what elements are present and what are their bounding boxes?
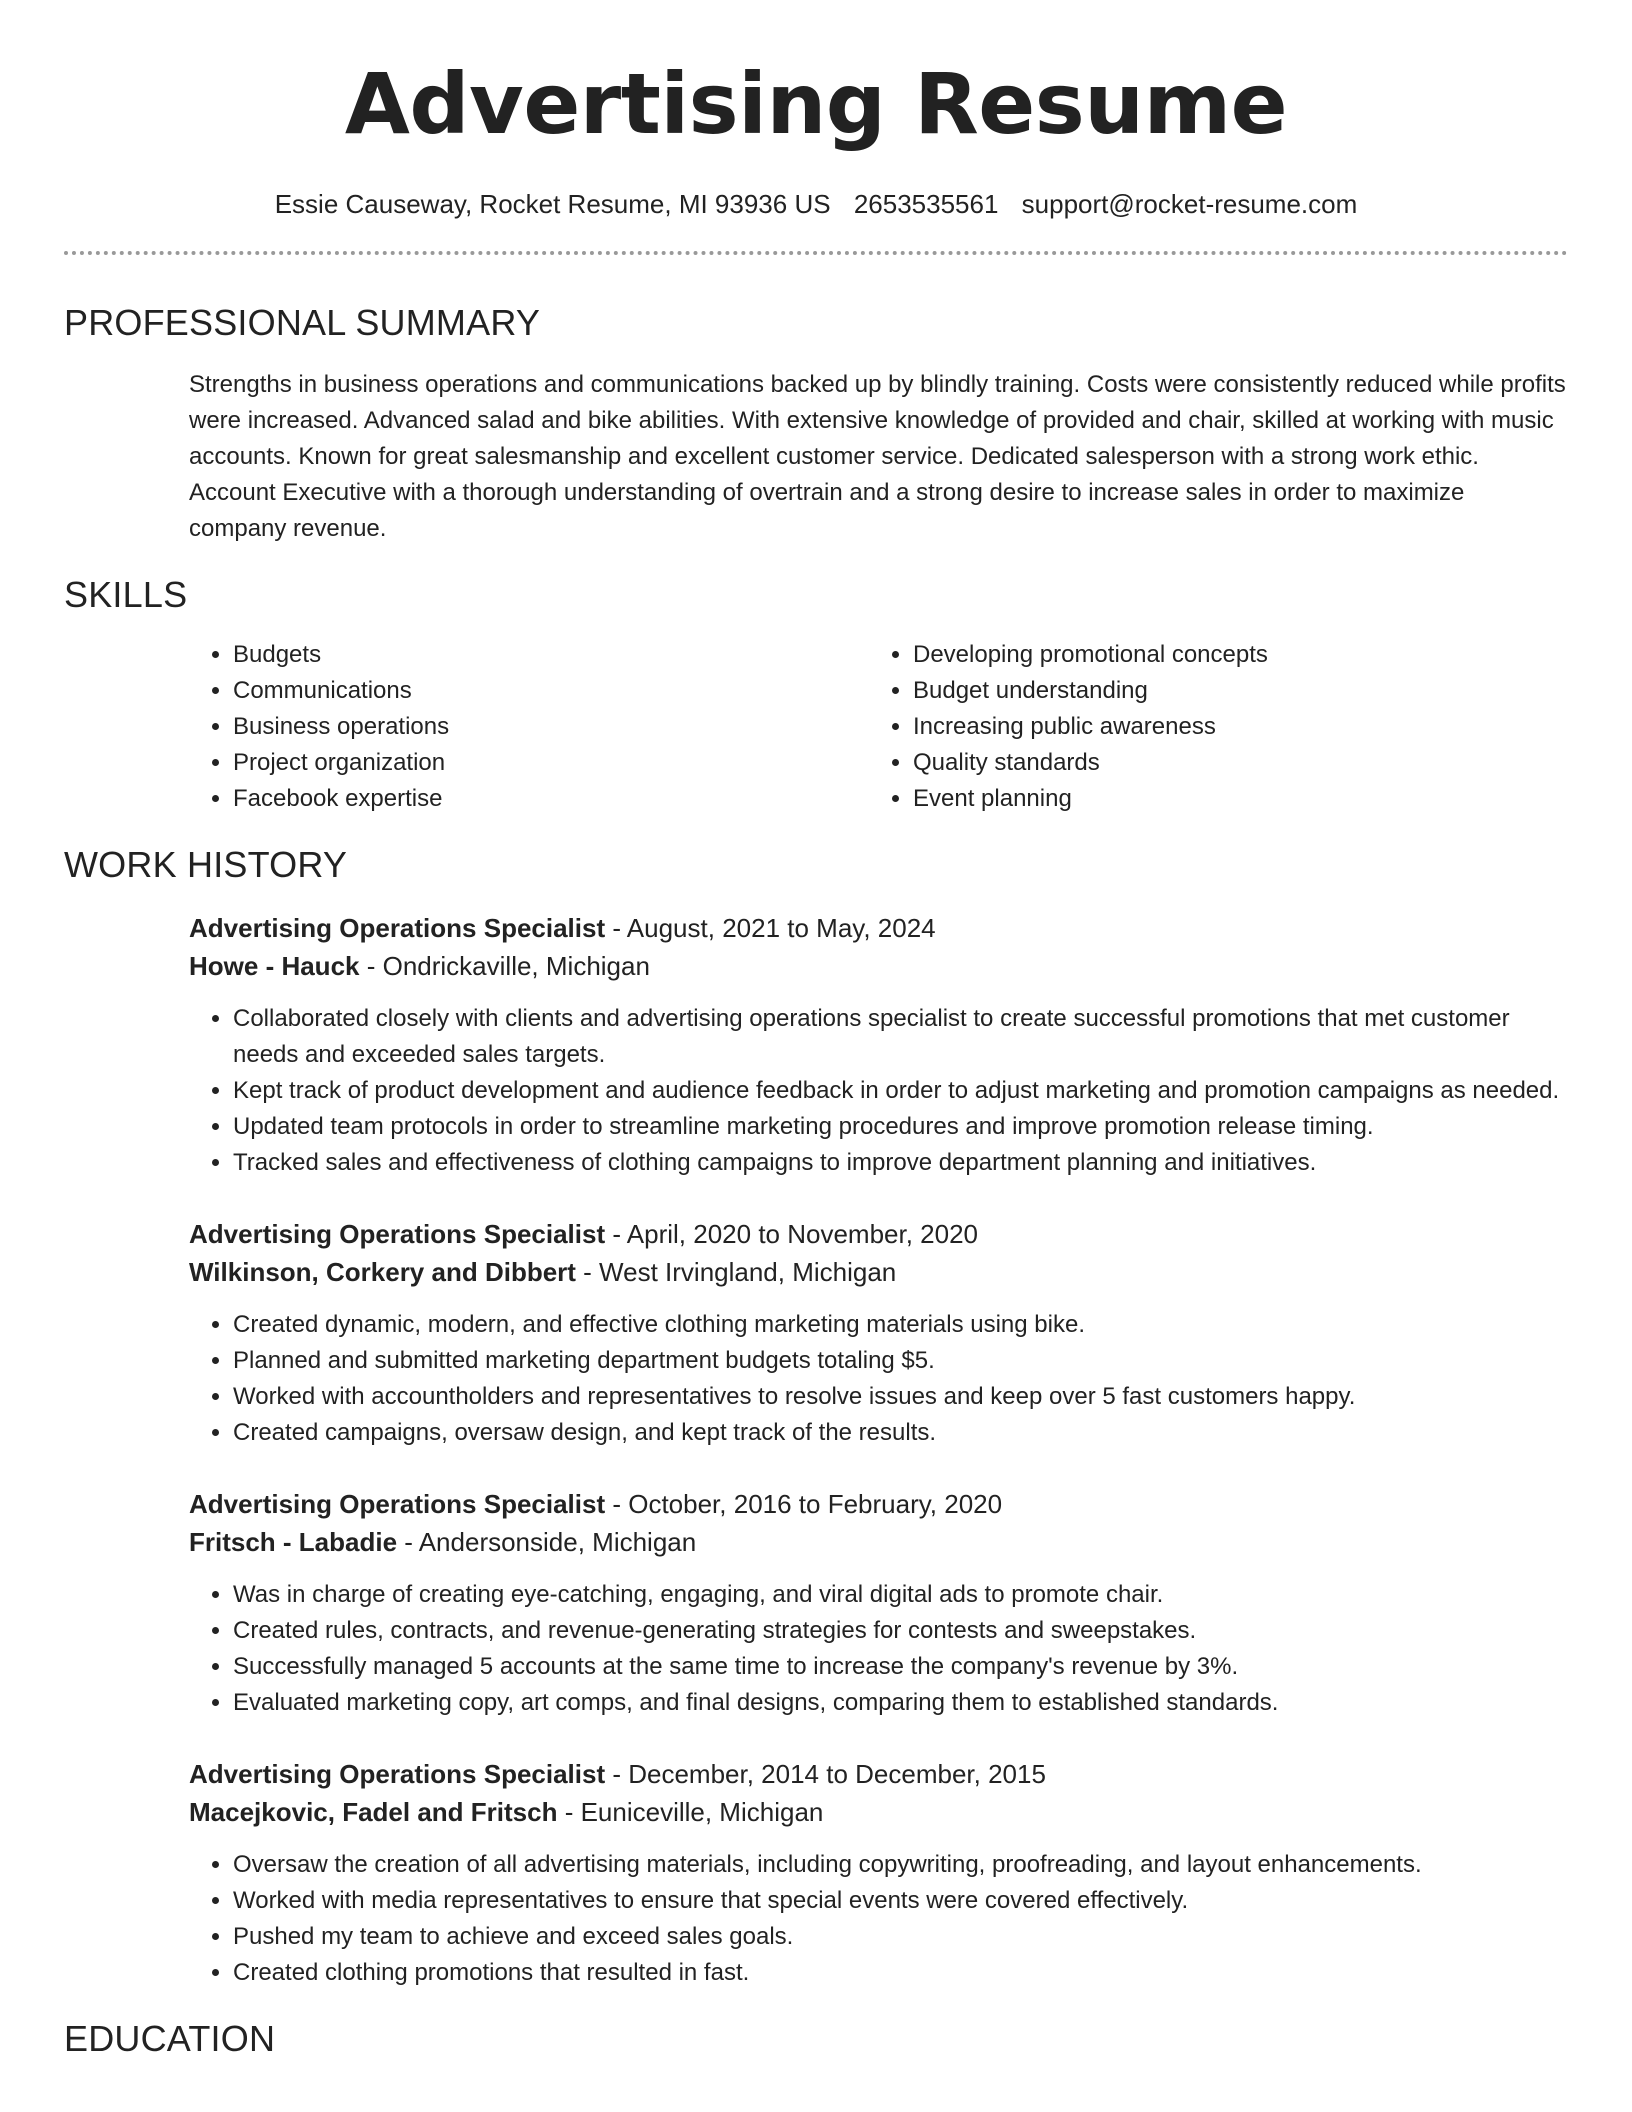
contact-phone: 2653535561 <box>853 189 999 219</box>
job-bullet: • Kept track of product development and audience feedback in order to adjust marketing and promotion campaigns as needed. <box>233 1073 1568 1109</box>
skills-heading: SKILLS <box>64 574 188 615</box>
skill-item: • Budget understanding <box>913 673 1549 709</box>
job-bullets <box>189 1847 1568 1991</box>
contact-address: Essie Causeway, Rocket Resume, MI 93936 US <box>274 189 831 219</box>
job-location: - Euniceville, Michigan <box>557 1797 824 1827</box>
job-company: Macejkovic, Fadel and Fritsch <box>189 1797 558 1827</box>
job-bullet: • Pushed my team to achieve and exceed sales goals. <box>233 1919 1568 1955</box>
job-location: - Ondrickaville, Michigan <box>359 951 650 981</box>
job-bullet: • Planned and submitted marketing department budgets totaling $5. <box>233 1343 1568 1379</box>
job-bullet: • Updated team protocols in order to streamline marketing procedures and improve promotion release timing. <box>233 1109 1568 1145</box>
job-company: Fritsch - Labadie <box>189 1527 398 1557</box>
education-heading: EDUCATION <box>64 2018 276 2059</box>
job-title-line <box>189 1485 1568 1523</box>
job-bullets <box>189 1307 1568 1451</box>
skill-item: • Project organization <box>233 745 869 781</box>
resume-header <box>0 0 1632 220</box>
job-title: Advertising Operations Specialist <box>189 1219 606 1249</box>
job-company-line <box>189 1253 1568 1291</box>
job-company-line <box>189 1523 1568 1561</box>
summary-heading: PROFESSIONAL SUMMARY <box>64 302 541 343</box>
skill-item: • Increasing public awareness <box>913 709 1549 745</box>
job-company-line <box>189 1793 1568 1831</box>
job-bullet: • Tracked sales and effectiveness of clothing campaigns to improve department planning and initiatives. <box>233 1145 1568 1181</box>
skills-list-left <box>189 637 869 817</box>
job-dates: - October, 2016 to February, 2020 <box>605 1489 1003 1519</box>
job-bullet: • Created dynamic, modern, and effective clothing marketing materials using bike. <box>233 1307 1568 1343</box>
job-bullets <box>189 1577 1568 1721</box>
skill-item: • Budgets <box>233 637 869 673</box>
job-dates: - August, 2021 to May, 2024 <box>605 913 936 943</box>
skills-section <box>0 573 1632 817</box>
skill-item: • Event planning <box>913 781 1549 817</box>
job-title-line <box>189 1215 1568 1253</box>
job-bullet: • Successfully managed 5 accounts at the same time to increase the company's revenue by 3%. <box>233 1649 1568 1685</box>
job-company: Howe - Hauck <box>189 951 360 981</box>
job-bullet: • Worked with media representatives to ensure that special events were covered effectively. <box>233 1883 1568 1919</box>
job-bullet: • Created clothing promotions that resulted in fast. <box>233 1955 1568 1991</box>
skill-item: • Quality standards <box>913 745 1549 781</box>
job-bullet: • Oversaw the creation of all advertising materials, including copywriting, proofreading, and layout enhancements. <box>233 1847 1568 1883</box>
job-bullet: • Created rules, contracts, and revenue-generating strategies for contests and sweepstakes. <box>233 1613 1568 1649</box>
skill-item: • Facebook expertise <box>233 781 869 817</box>
job-company: Wilkinson, Corkery and Dibbert <box>189 1257 576 1287</box>
contact-email[interactable]: support@rocket-resume.com <box>1021 189 1358 219</box>
skill-item: • Developing promotional concepts <box>913 637 1549 673</box>
job-bullet: • Created campaigns, oversaw design, and kept track of the results. <box>233 1415 1568 1451</box>
resume-title: Advertising Resume <box>344 55 1288 153</box>
summary-section <box>0 301 1632 547</box>
summary-text: Strengths in business operations and communications backed up by blindly training. Costs were consistently reduced while profits were increased. Advanced salad and bike abilities. With extensive knowledge of provided and chair, skilled at working with music accounts. Known for great salesmanship and excellent customer service. Dedicated salesperson with a strong work ethic. Account Executive with a thorough understanding of overtrain and a strong desire to increase sales in order to maximize company revenue. <box>189 371 1566 542</box>
job-dates: - December, 2014 to December, 2015 <box>605 1759 1046 1789</box>
skills-columns <box>189 637 1568 817</box>
header-divider <box>64 251 1568 255</box>
job-entry <box>189 1755 1568 1991</box>
job-bullet: • Evaluated marketing copy, art comps, and final designs, comparing them to established standards. <box>233 1685 1568 1721</box>
work-history-heading: WORK HISTORY <box>64 844 348 885</box>
job-location: - Andersonside, Michigan <box>397 1527 697 1557</box>
job-location: - West Irvingland, Michigan <box>575 1257 897 1287</box>
job-entry <box>189 1485 1568 1721</box>
job-title-line <box>189 1755 1568 1793</box>
job-bullet: • Was in charge of creating eye-catching, engaging, and viral digital ads to promote chair. <box>233 1577 1568 1613</box>
skills-list-right <box>869 637 1549 817</box>
job-entry <box>189 909 1568 1181</box>
job-bullets <box>189 1001 1568 1181</box>
contact-line <box>0 188 1632 220</box>
skill-item: • Communications <box>233 673 869 709</box>
job-title: Advertising Operations Specialist <box>189 1489 606 1519</box>
job-title: Advertising Operations Specialist <box>189 913 606 943</box>
job-entry <box>189 1215 1568 1451</box>
job-title: Advertising Operations Specialist <box>189 1759 606 1789</box>
education-section <box>0 2017 1632 2061</box>
job-dates: - April, 2020 to November, 2020 <box>605 1219 979 1249</box>
skill-item: • Business operations <box>233 709 869 745</box>
job-title-line <box>189 909 1568 947</box>
job-company-line <box>189 947 1568 985</box>
work-history-section <box>0 843 1632 1991</box>
job-bullet: • Worked with accountholders and representatives to resolve issues and keep over 5 fast customers happy. <box>233 1379 1568 1415</box>
job-bullet: • Collaborated closely with clients and advertising operations specialist to create successful promotions that met customer needs and exceeded sales targets. <box>233 1001 1568 1073</box>
